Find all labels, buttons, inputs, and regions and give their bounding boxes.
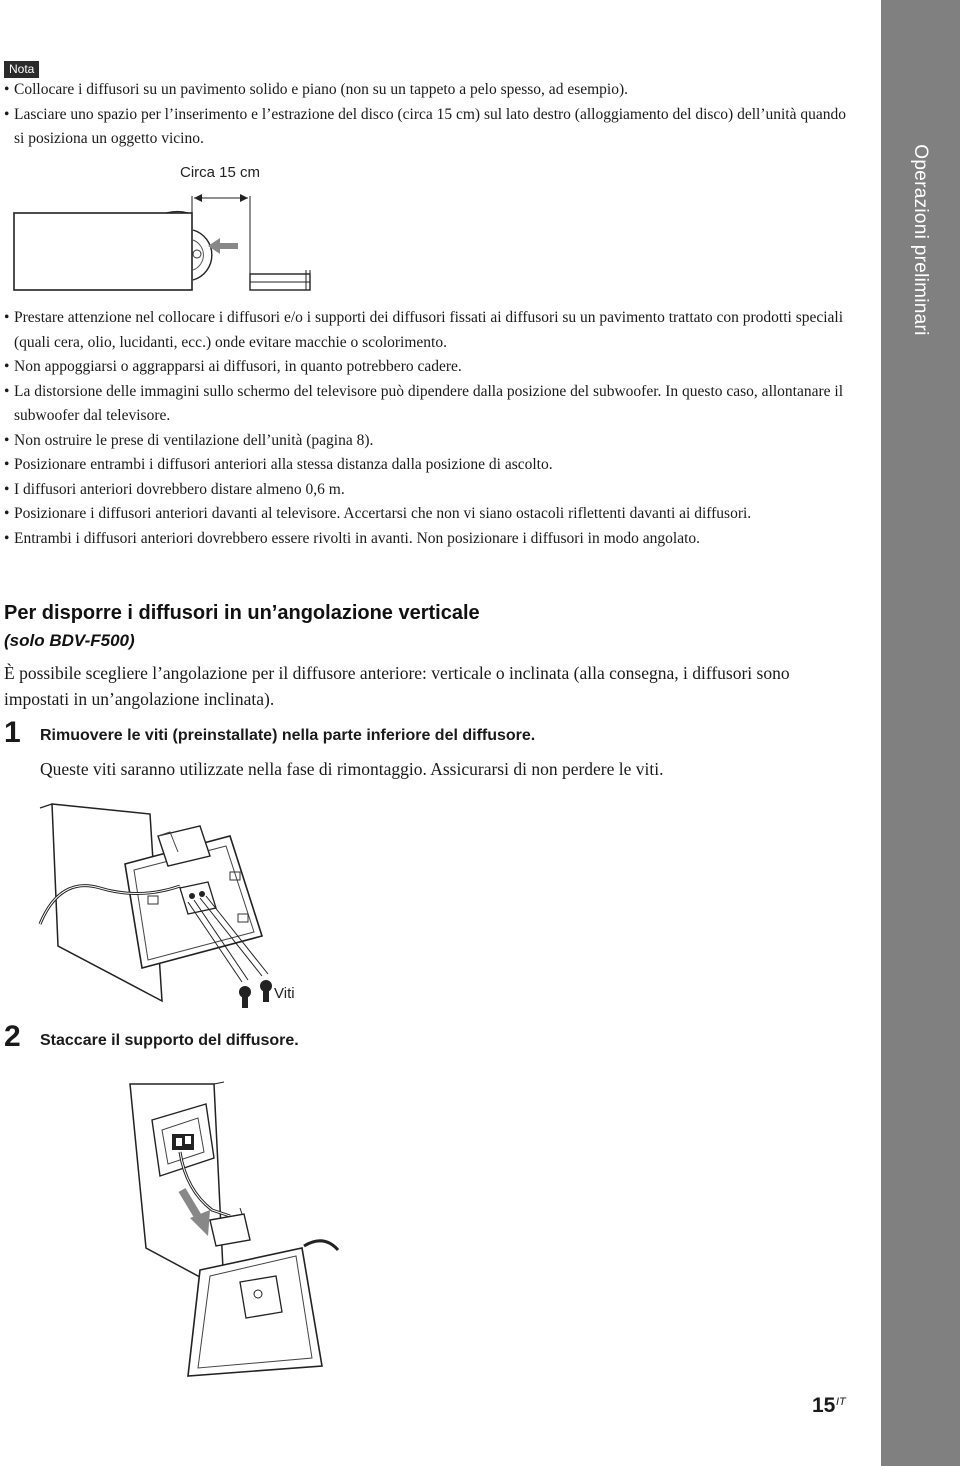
page-language-suffix: IT xyxy=(836,1396,846,1408)
note-list-top xyxy=(4,78,854,152)
note-item: • Prestare attenzione nel collocare i diffusori e/o i supporti dei diffusori fissati ai diffusori su un pavimento trattato con prodotti speciali (quali cera, olio, lucidanti, ecc.) onde evitare macchie o scolorimento. xyxy=(4,306,854,355)
step-2-number: 2 xyxy=(4,1020,21,1053)
section-intro: È possibile scegliere l’angolazione per il diffusore anteriore: verticale o inclinata (alla consegna, i diffusori sono impostati in un’angolazione inclinata). xyxy=(4,663,790,709)
clearance-label: Circa 15 cm xyxy=(180,164,261,181)
side-tab-label: Operazioni preliminari xyxy=(910,144,931,336)
screws-label: Viti xyxy=(274,985,295,1002)
note-item: • Lasciare uno spazio per l’inserimento e l’estrazione del disco (circa 15 cm) sul lato destro (alloggiamento del disco) dell’unità quando si posiziona un oggetto vicino. xyxy=(4,103,854,152)
note-item: • I diffusori anteriori dovrebbero distare almeno 0,6 m. xyxy=(4,478,854,503)
step-1-number: 1 xyxy=(4,716,21,749)
note-label: Nota xyxy=(4,61,39,78)
step-1-description: Queste viti saranno utilizzate nella fase di rimontaggio. Assicurarsi di non perdere le viti. xyxy=(40,759,664,779)
disc-clearance-illustration xyxy=(10,182,320,300)
page-number: 15 xyxy=(812,1394,836,1417)
note-item: • Non ostruire le prese di ventilazione dell’unità (pagina 8). xyxy=(4,429,854,454)
speaker-stand-detach-illustration xyxy=(90,1080,350,1380)
note-item: • Posizionare entrambi i diffusori anteriori alla stessa distanza dalla posizione di ascolto. xyxy=(4,453,854,478)
note-list-bottom xyxy=(4,306,854,551)
step-1-title: Rimuovere le viti (preinstallate) nella parte inferiore del diffusore. xyxy=(40,727,536,744)
speaker-bottom-screws-illustration xyxy=(30,796,350,1016)
note-item: • Non appoggiarsi o aggrapparsi ai diffusori, in quanto potrebbero cadere. xyxy=(4,355,854,380)
step-2-title: Staccare il supporto del diffusore. xyxy=(40,1032,299,1049)
note-item: • Posizionare i diffusori anteriori davanti al televisore. Accertarsi che non vi siano ostacoli riflettenti davanti ai diffusori. xyxy=(4,502,854,527)
note-item: • Entrambi i diffusori anteriori dovrebbero essere rivolti in avanti. Non posizionare i diffusori in modo angolato. xyxy=(4,527,854,552)
section-title: Per disporre i diffusori in un’angolazione verticale xyxy=(4,602,480,624)
note-item: • Collocare i diffusori su un pavimento solido e piano (non su un tappeto a pelo spesso, ad esempio). xyxy=(4,78,854,103)
section-subtitle: (solo BDV-F500) xyxy=(4,631,135,650)
note-item: • La distorsione delle immagini sullo schermo del televisore può dipendere dalla posizione del subwoofer. In questo caso, allontanare il subwoofer dal televisore. xyxy=(4,380,854,429)
